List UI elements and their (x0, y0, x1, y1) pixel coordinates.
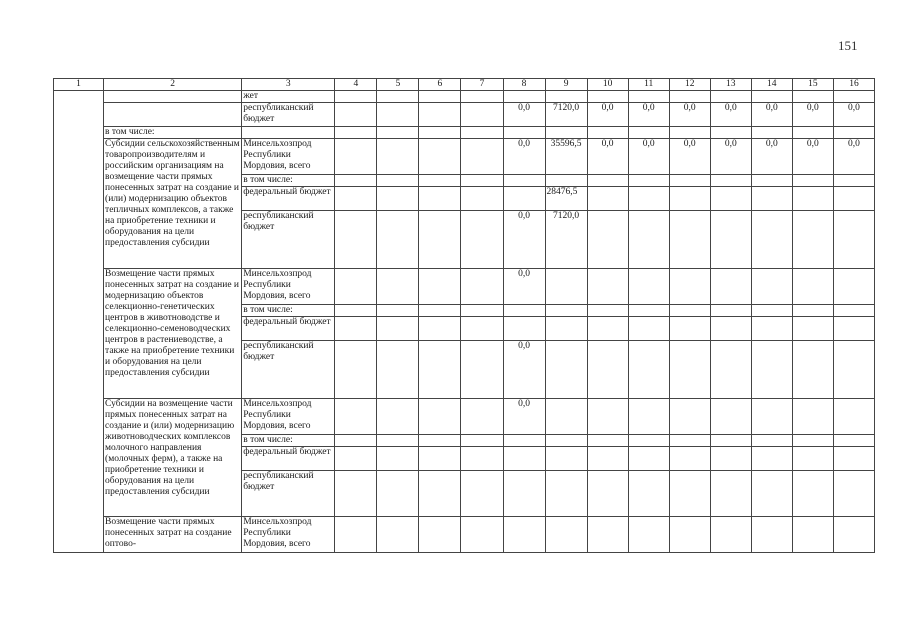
value-cell: 0,0 (503, 139, 545, 175)
source-cell: Минсельхозпрод Республики Мордовия, всего (242, 139, 335, 175)
value-cell: 0,0 (833, 139, 874, 175)
table-row (54, 103, 875, 127)
value-cell: 0,0 (751, 139, 792, 175)
source-cell: Минсельхозпрод Республики Мордовия, всего (242, 399, 335, 435)
cell (104, 91, 242, 103)
table-row (54, 517, 875, 553)
col-header-10: 10 (587, 79, 628, 91)
col-header-3: 3 (242, 79, 335, 91)
value-cell: 0,0 (503, 269, 545, 305)
value-cell: 7120,0 (545, 211, 587, 269)
col-header-9: 9 (545, 79, 587, 91)
source-cell: в том числе: (242, 435, 335, 447)
source-cell: в том числе: (242, 175, 335, 187)
value-cell: 28476,5 (545, 187, 587, 211)
value-cell: 0,0 (710, 139, 751, 175)
value-cell: 0,0 (751, 103, 792, 127)
col-header-14: 14 (751, 79, 792, 91)
table-row (54, 269, 875, 305)
page-number: 151 (838, 38, 858, 53)
budget-table (53, 78, 875, 553)
col-header-13: 13 (710, 79, 751, 91)
header-row (54, 79, 875, 91)
source-cell: республиканский бюджет (242, 471, 335, 517)
value-cell: 0,0 (792, 103, 833, 127)
value-cell: 7120,0 (545, 103, 587, 127)
value-cell: 0,0 (792, 139, 833, 175)
source-cell: республиканский бюджет (242, 103, 335, 127)
value-cell: 0,0 (503, 103, 545, 127)
value-cell: 0,0 (710, 103, 751, 127)
measure-name-cell: Возмещение части прямых понесенных затрат на создание оптово- (104, 517, 242, 553)
value-cell: 0,0 (833, 103, 874, 127)
source-cell: республиканский бюджет (242, 211, 335, 269)
col-header-5: 5 (377, 79, 419, 91)
measure-name-cell: Субсидии на возмещение части прямых понесенных затрат на создание и (или) модернизацию животноводческих комплексов молочного направления (молочных ферм), а также на приобретение техники и оборудования на цели предоставления субсидии (104, 399, 242, 517)
col-header-11: 11 (628, 79, 669, 91)
col-header-12: 12 (669, 79, 710, 91)
cell-col1 (54, 91, 104, 553)
col-header-15: 15 (792, 79, 833, 91)
value-cell: 0,0 (628, 139, 669, 175)
source-cell: республиканский бюджет (242, 341, 335, 399)
table-row (54, 399, 875, 435)
source-cell: федеральный бюджет (242, 317, 335, 341)
table-row (54, 127, 875, 139)
source-cell: федеральный бюджет (242, 447, 335, 471)
source-cell: жет (242, 91, 335, 103)
col-header-8: 8 (503, 79, 545, 91)
col-header-16: 16 (833, 79, 874, 91)
col-header-4: 4 (335, 79, 377, 91)
value-cell: 35596,5 (545, 139, 587, 175)
source-cell: Минсельхозпрод Республики Мордовия, всего (242, 269, 335, 305)
value-cell: 0,0 (669, 103, 710, 127)
col-header-6: 6 (419, 79, 461, 91)
value-cell: 0,0 (587, 103, 628, 127)
source-cell: федеральный бюджет (242, 187, 335, 211)
value-cell: 0,0 (503, 211, 545, 269)
value-cell: 0,0 (587, 139, 628, 175)
source-cell: в том числе: (242, 305, 335, 317)
source-cell: Минсельхозпрод Республики Мордовия, всего (242, 517, 335, 553)
value-cell: 0,0 (628, 103, 669, 127)
table-row (54, 139, 875, 175)
cell (104, 103, 242, 127)
section-label: в том числе: (104, 127, 242, 139)
value-cell: 0,0 (669, 139, 710, 175)
col-header-7: 7 (461, 79, 503, 91)
value-cell: 0,0 (503, 399, 545, 435)
measure-name-cell: Возмещение части прямых понесенных затрат на создание и модернизацию объектов селекционно-генетических центров в животноводстве и селекционно-семеноводческих центров в растениеводстве, а также на приобретение техники и оборудования на цели предоставления субсидии (104, 269, 242, 399)
table-row (54, 91, 875, 103)
col-header-1: 1 (54, 79, 104, 91)
value-cell: 0,0 (503, 341, 545, 399)
measure-name-cell: Субсидии сельскохозяйственным товаропроизводителям и российским организациям на возмещение части прямых понесенных затрат на создание и (или) модернизацию объектов тепличных комплексов, а также на приобретение техники и оборудования на цели предоставления субсидии (104, 139, 242, 269)
col-header-2: 2 (104, 79, 242, 91)
